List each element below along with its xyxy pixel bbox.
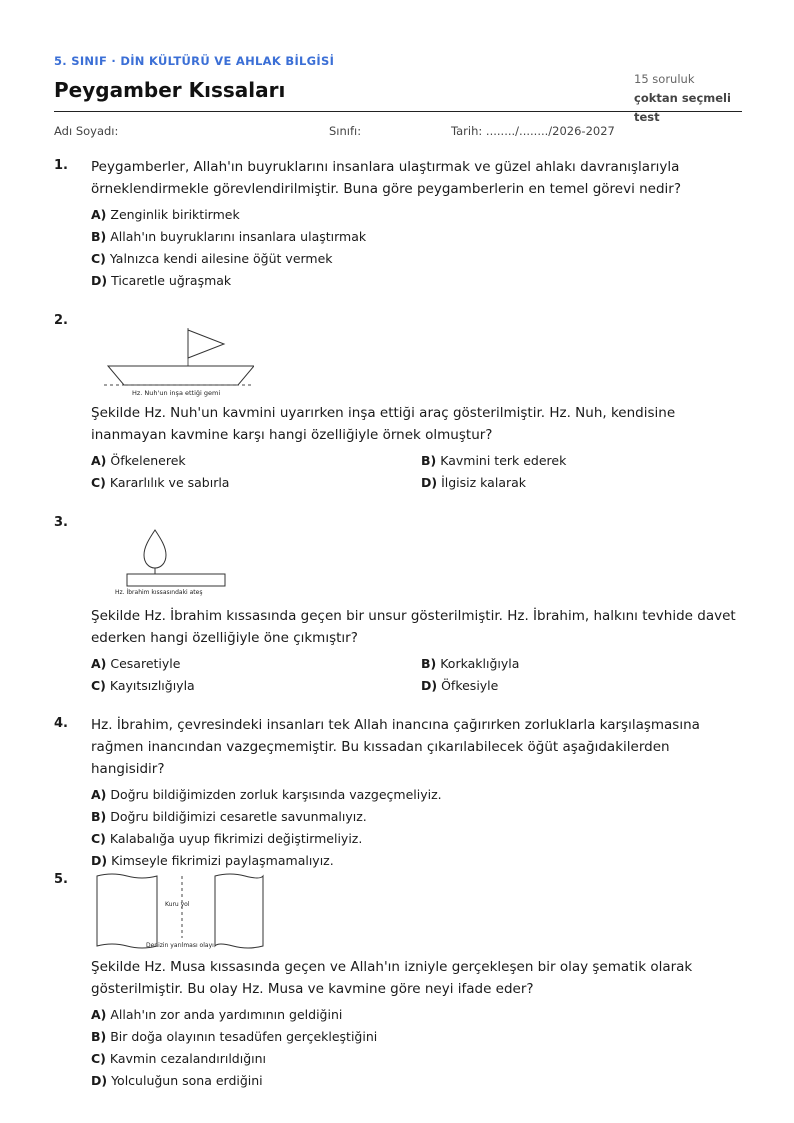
option-d[interactable]: [421, 675, 498, 697]
option-b[interactable]: [91, 806, 742, 828]
option-text: Kavmin cezalandırıldığını: [109, 1051, 266, 1066]
option-c[interactable]: [91, 675, 195, 697]
sea-parting-illustration: [95, 872, 267, 952]
option-letter: C): [91, 475, 106, 490]
option-text: Kararlılık ve sabırla: [109, 475, 230, 490]
option-c[interactable]: [91, 828, 742, 850]
option-letter: A): [91, 656, 107, 671]
option-a[interactable]: [91, 784, 742, 806]
options-grid: [91, 450, 742, 494]
question-stem: Şekilde Hz. İbrahim kıssasında geçen bir unsur gösterilmiştir. Hz. İbrahim, halkını tevhide davet ederken hangi özelliğiyle öne çıkmıştır?: [91, 608, 736, 646]
option-text: Korkaklığıyla: [440, 656, 520, 671]
fire-figure: [91, 513, 742, 603]
option-letter: D): [91, 1073, 108, 1088]
option-text: Kavmini terk ederek: [440, 453, 567, 468]
option-letter: B): [421, 656, 437, 671]
question-number: 4.: [54, 716, 68, 731]
option-d[interactable]: [91, 270, 742, 292]
option-letter: C): [91, 251, 106, 266]
path-label: Kuru yol: [165, 901, 190, 908]
option-a[interactable]: [91, 653, 180, 675]
option-letter: D): [421, 475, 438, 490]
ark-figure: [91, 310, 742, 400]
test-meta: [634, 70, 742, 127]
option-a[interactable]: [91, 204, 742, 226]
option-letter: A): [91, 787, 107, 802]
date-label: Tarih:: [451, 124, 483, 138]
name-field[interactable]: [54, 124, 122, 138]
option-text: Yolculuğun sona erdiğini: [111, 1073, 263, 1088]
figure-caption: Denizin yarılması olayı: [146, 942, 214, 949]
option-letter: D): [91, 853, 108, 868]
options-list: [91, 1004, 742, 1092]
option-letter: A): [91, 207, 107, 222]
option-letter: B): [91, 229, 107, 244]
option-c[interactable]: [91, 248, 742, 270]
question-stem: Şekilde Hz. Nuh'un kavmini uyarırken inşa ettiği araç gösterilmiştir. Hz. Nuh, kendisine inanmayan kavmine karşı hangi özelliğiyle örnek olmuştur?: [91, 405, 676, 443]
question-number: 3.: [54, 515, 68, 530]
option-b[interactable]: [421, 450, 566, 472]
option-text: Allah'ın zor anda yardımının geldiğini: [110, 1007, 343, 1022]
option-d[interactable]: [91, 1070, 742, 1092]
option-letter: B): [91, 809, 107, 824]
options-list: [91, 204, 742, 292]
option-c[interactable]: [91, 472, 229, 494]
header-divider: [54, 111, 742, 112]
option-letter: C): [91, 831, 106, 846]
option-text: Kalabalığa uyup fikrimizi değiştirmeliyiz.: [109, 831, 363, 846]
option-c[interactable]: [91, 1048, 742, 1070]
option-letter: D): [421, 678, 438, 693]
options-grid: [91, 653, 742, 697]
option-text: Allah'ın buyruklarını insanlara ulaştırmak: [110, 229, 367, 244]
sea-parting-figure: [91, 870, 742, 956]
date-value: ......../......../2026-2027: [485, 124, 615, 138]
option-text: Zenginlik biriktirmek: [110, 207, 240, 222]
class-label: Sınıfı:: [329, 124, 362, 138]
option-b[interactable]: [91, 226, 742, 248]
date-field[interactable]: [451, 124, 615, 138]
option-text: Kayıtsızlığıyla: [109, 678, 195, 693]
test-type: çoktan seçmeli test: [634, 91, 731, 124]
option-a[interactable]: [91, 1004, 742, 1026]
option-letter: B): [91, 1029, 107, 1044]
options-list: [91, 784, 742, 872]
name-label: Adı Soyadı:: [54, 124, 119, 138]
option-b[interactable]: [421, 653, 519, 675]
option-text: İlgisiz kalarak: [441, 475, 527, 490]
question-count: 15 soruluk: [634, 72, 695, 86]
option-letter: C): [91, 1051, 106, 1066]
figure-caption: Hz. İbrahim kıssasındaki ateş: [115, 589, 203, 596]
option-text: Doğru bildiğimizden zorluk karşısında vazgeçmeliyiz.: [110, 787, 442, 802]
option-b[interactable]: [91, 1026, 742, 1048]
subject-label: 5. SINIF · DİN KÜLTÜRÜ VE AHLAK BİLGİSİ: [54, 54, 335, 68]
question-stem: Hz. İbrahim, çevresindeki insanları tek Allah inancına çağırırken zorluklarla karşılaşmasına rağmen inancından vazgeçmemiştir. Bu kıssadan çıkarılabilecek öğüt aşağıdakilerden hangisidir?: [91, 717, 700, 777]
option-text: Ticaretle uğraşmak: [111, 273, 232, 288]
question-stem: Peygamberler, Allah'ın buyruklarını insanlara ulaştırmak ve güzel ahlakı davranışlarıyla örneklendirmekle görevlendirilmiştir. Buna göre peygamberlerin en temel görevi nedir?: [91, 159, 682, 197]
option-text: Öfkelenerek: [110, 453, 186, 468]
option-text: Bir doğa olayının tesadüfen gerçekleştiğini: [110, 1029, 378, 1044]
option-a[interactable]: [91, 450, 186, 472]
question-number: 5.: [54, 872, 68, 887]
option-text: Kimseyle fikrimizi paylaşmamalıyız.: [111, 853, 334, 868]
option-text: Doğru bildiğimizi cesaretle savunmalıyız.: [110, 809, 367, 824]
class-field[interactable]: [329, 124, 365, 138]
figure-caption: Hz. Nuh'un inşa ettiği gemi: [132, 389, 221, 397]
option-letter: B): [421, 453, 437, 468]
page-title: Peygamber Kıssaları: [54, 78, 286, 102]
option-text: Cesaretiyle: [110, 656, 181, 671]
option-text: Öfkesiyle: [441, 678, 499, 693]
option-letter: C): [91, 678, 106, 693]
question-number: 1.: [54, 158, 68, 173]
option-text: Yalnızca kendi ailesine öğüt vermek: [109, 251, 333, 266]
option-letter: A): [91, 453, 107, 468]
ark-illustration: [104, 324, 254, 414]
option-letter: D): [91, 273, 108, 288]
question-stem: Şekilde Hz. Musa kıssasında geçen ve Allah'ın izniyle gerçekleşen bir olay şematik olarak gösterilmiştir. Bu olay Hz. Musa ve kavmine göre neyi ifade eder?: [91, 959, 693, 997]
option-d[interactable]: [91, 850, 742, 872]
question-number: 2.: [54, 313, 68, 328]
option-letter: A): [91, 1007, 107, 1022]
option-d[interactable]: [421, 472, 526, 494]
